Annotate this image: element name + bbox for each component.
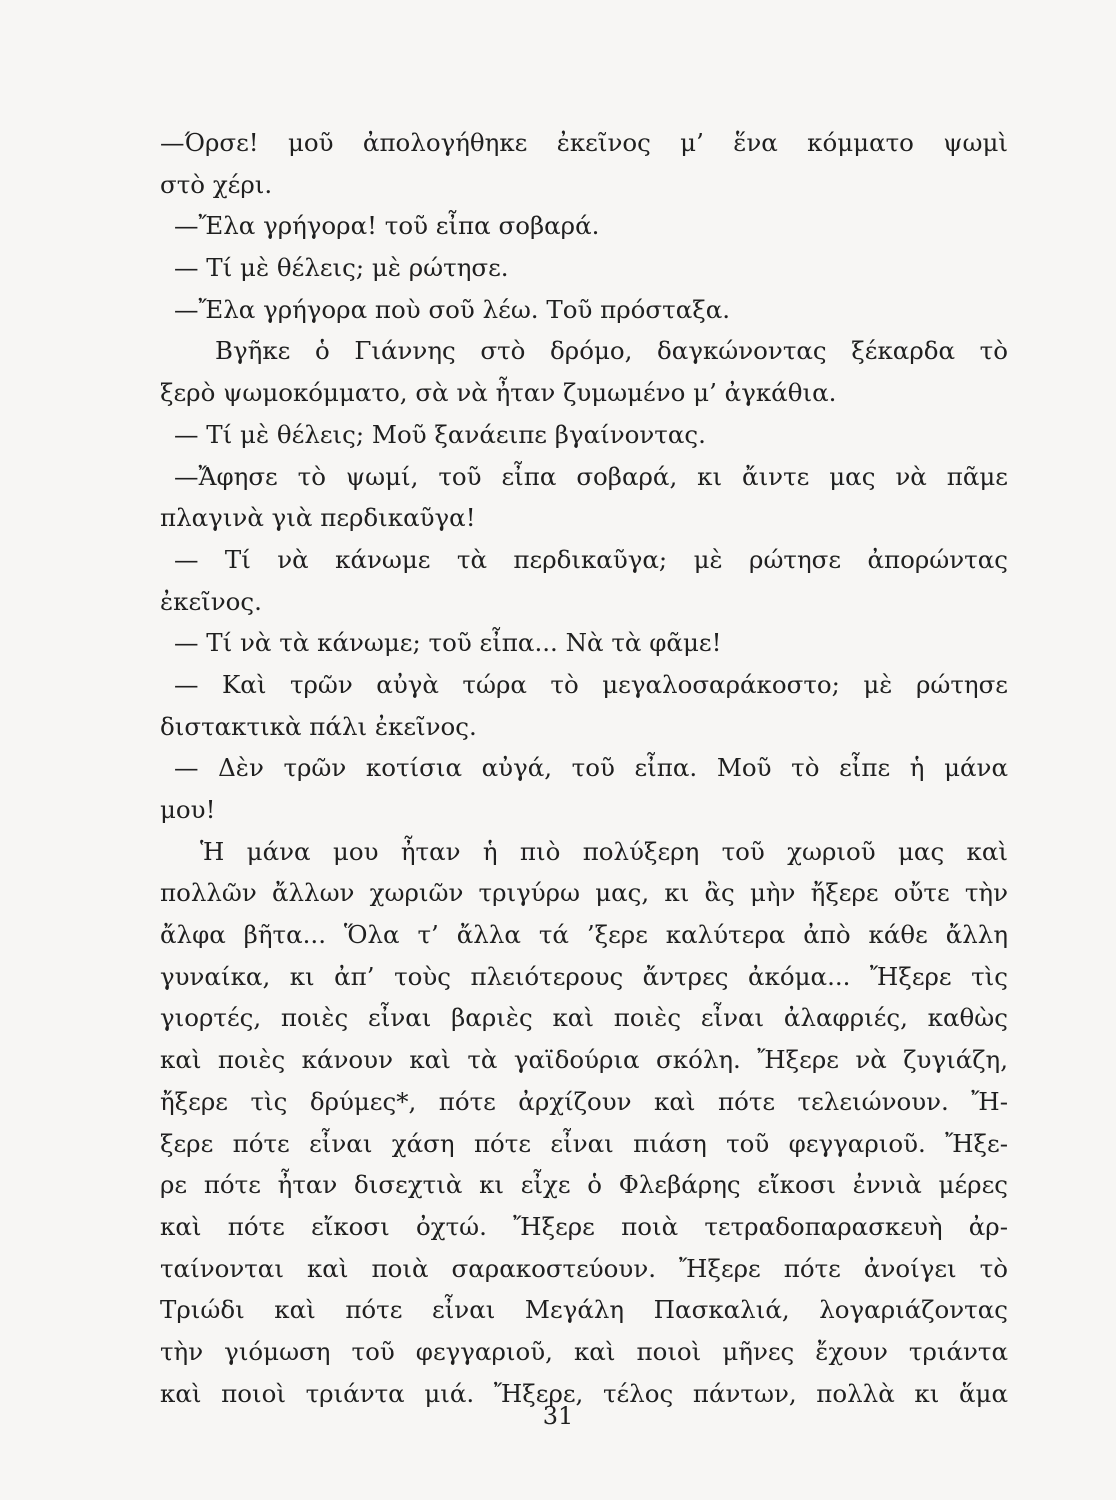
text-line: — Τί μὲ θέλεις; μὲ ρώτησε. (174, 253, 509, 283)
text-line: ξερε πότε εἶναι χάση πότε εἶναι πιάση τοῦ φεγγαριοῦ. Ἤξε- (160, 1128, 1008, 1158)
text-line: ἐκεῖνος. (160, 586, 262, 616)
text-line: — Τί νὰ κάνωμε τὰ περδικαῦγα; μὲ ρώτησε ἀπορώντας (174, 544, 1008, 574)
text-line: —Ἄφησε τὸ ψωμί, τοῦ εἶπα σοβαρά, κι ἄιντε μας νὰ πᾶμε (174, 461, 1008, 491)
text-line: μου! (160, 795, 216, 824)
text-line: πλαγινὰ γιὰ περδικαῦγα! (160, 503, 476, 533)
text-line: ταίνονται καὶ ποιὰ σαρακοστεύουν. Ἤξερε πότε ἀνοίγει τὸ (160, 1253, 1008, 1283)
page-number: 31 (542, 1402, 574, 1430)
text-line: — Τί νὰ τὰ κάνωμε; τοῦ εἶπα... Νὰ τὰ φᾶμε! (174, 628, 722, 658)
text-line: Τριώδι καὶ πότε εἶναι Μεγάλη Πασκαλιά, λογαριάζοντας (160, 1295, 1008, 1325)
text-line: —Όρσε! μοῦ ἀπολογήθηκε ἐκεῖνος μ’ ἕνα κόμματο ψωμὶ (160, 128, 1008, 157)
text-line: Βγῆκε ὁ Γιάννης στὸ δρόμο, δαγκώνοντας ξέκαρδα τὸ (215, 336, 1008, 366)
text-line: διστακτικὰ πάλι ἐκεῖνος. (160, 711, 477, 741)
text-line: καὶ ποιοὶ τριάντα μιά. Ἤξερε, τέλος πάντων, πολλὰ κι ἅμα (160, 1378, 1008, 1408)
text-line: καὶ πότε εἴκοσι ὀχτώ. Ἤξερε ποιὰ τετραδοπαρασκευὴ ἀρ- (160, 1211, 1008, 1241)
text-line: καὶ ποιὲς κάνουν καὶ τὰ γαϊδούρια σκόλη. Ἤξερε νὰ ζυγιάζη, (160, 1045, 1008, 1075)
text-line: πολλῶν ἄλλων χωριῶν τριγύρω μας, κι ἂς μὴν ἤξερε οὔτε τὴν (160, 878, 1008, 908)
text-line: γιορτές, ποιὲς εἶναι βαριὲς καὶ ποιὲς εἶναι ἀλαφριές, καθὼς (160, 1003, 1008, 1033)
text-line: ἄλφα βῆτα... Ὅλα τ’ ἄλλα τά ’ξερε καλύτερα ἀπὸ κάθε ἄλλη (160, 920, 1008, 950)
text-line: — Καὶ τρῶν αὐγὰ τώρα τὸ μεγαλοσαράκοστο; μὲ ρώτησε (174, 669, 1008, 699)
text-line: ξερὸ ψωμοκόμματο, σὰ νὰ ἦταν ζυμωμένο μ’ ἀγκάθια. (160, 378, 837, 408)
page-body-text (160, 122, 1008, 1414)
text-line: —Ἔλα γρήγορα! τοῦ εἶπα σοβαρά. (174, 211, 600, 241)
text-line: γυναίκα, κι ἀπ’ τοὺς πλειότερους ἄντρες ἀκόμα... Ἤξερε τὶς (160, 961, 1008, 991)
text-line: ρε πότε ἦταν δισεχτιὰ κι εἶχε ὁ Φλεβάρης εἴκοσι ἐννιὰ μέρες (160, 1170, 1008, 1200)
text-line: στὸ χέρι. (160, 169, 273, 199)
text-line: τὴν γιόμωση τοῦ φεγγαριοῦ, καὶ ποιοὶ μῆνες ἔχουν τριάντα (160, 1336, 1008, 1366)
text-line: — Δὲν τρῶν κοτίσια αὐγά, τοῦ εἶπα. Μοῦ τὸ εἶπε ἡ μάνα (174, 753, 1008, 783)
text-line: —Ἔλα γρήγορα ποὺ σοῦ λέω. Τοῦ πρόσταξα. (174, 294, 731, 324)
text-line: — Τί μὲ θέλεις; Μοῦ ξανάειπε βγαίνοντας. (174, 419, 706, 449)
text-line: ἤξερε τὶς δρύμες*, πότε ἀρχίζουν καὶ πότε τελειώνουν. Ἤ- (160, 1086, 1008, 1116)
text-line: Ἡ μάνα μου ἦταν ἡ πιὸ πολύξερη τοῦ χωριοῦ μας καὶ (200, 836, 1008, 866)
